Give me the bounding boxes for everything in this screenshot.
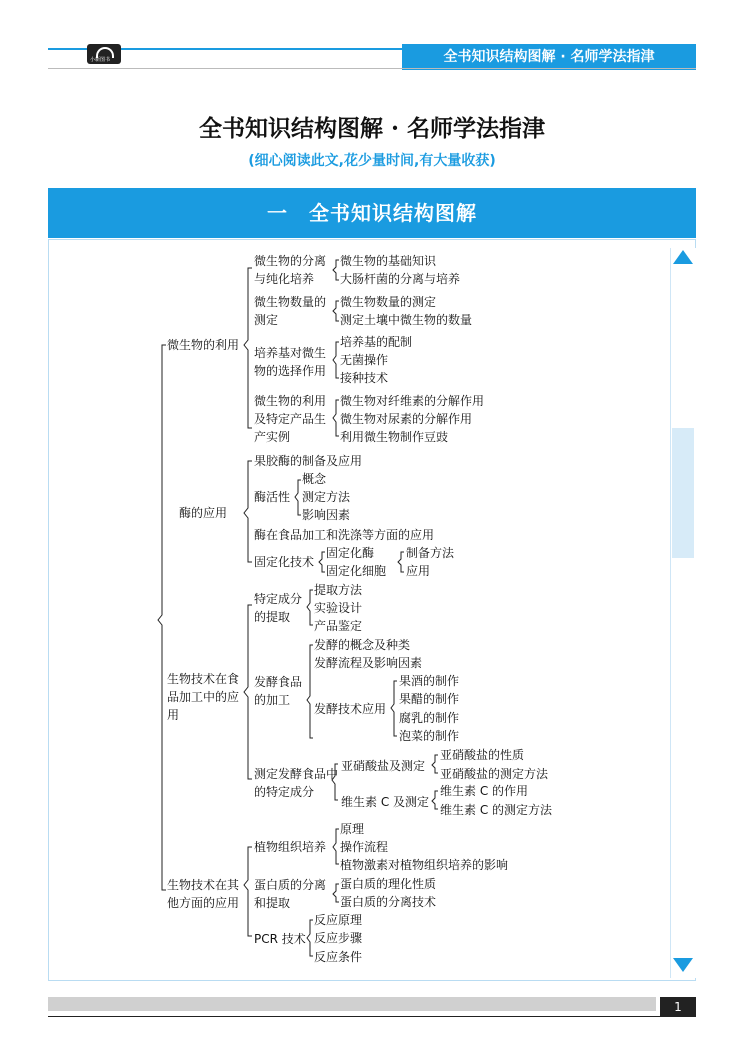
- page-title: 全书知识结构图解 · 名师学法指津: [198, 115, 546, 142]
- leaf: 接种技术: [340, 371, 389, 385]
- brace-root: [158, 345, 166, 890]
- brace-tech: [391, 681, 397, 736]
- leaf: 泡菜的制作: [399, 729, 460, 743]
- leaf: 反应原理: [314, 913, 363, 927]
- leaf: 产品鉴定: [314, 619, 363, 633]
- leaf: 制备方法: [406, 546, 455, 560]
- node-other: 生物技术在其他方面的应用: [167, 878, 240, 910]
- leaf: 测定方法: [302, 490, 351, 504]
- leaf: 植物激素对植物组织培养的影响: [340, 858, 509, 872]
- leaf: 亚硝酸盐的测定方法: [440, 767, 549, 781]
- leaf: 原理: [340, 822, 365, 836]
- leaf: 果醋的制作: [399, 692, 460, 706]
- node-other-plant: 植物组织培养: [254, 840, 327, 854]
- leaf: 固定化细胞: [326, 564, 387, 578]
- brace-nitrite: [432, 755, 438, 773]
- brace-pcr: [307, 920, 313, 956]
- leaf: 培养基的配制: [340, 335, 413, 349]
- leaf: 蛋白质的理化性质: [340, 877, 437, 891]
- logo-caption: 小新图书: [90, 57, 111, 63]
- node-micro: 微生物的利用: [167, 338, 240, 352]
- node-micro-medium: 培养基对微生物的选择作用: [254, 346, 327, 378]
- leaf: 维生素 C 的测定方法: [440, 803, 553, 817]
- brace-activity: [295, 480, 301, 515]
- brace-immob: [319, 552, 325, 572]
- leaf: 大肠杆菌的分离与培养: [340, 272, 461, 286]
- leaf: 微生物数量的测定: [340, 295, 437, 309]
- leaf: 腐乳的制作: [399, 711, 460, 725]
- node-food-extract: 特定成分的提取: [254, 592, 303, 624]
- node-food-ferment: 发酵食品的加工: [254, 675, 303, 707]
- leaf: 维生素 C 的作用: [440, 784, 529, 798]
- leaf: 无菌操作: [340, 353, 389, 367]
- brace-enzyme: [244, 461, 252, 562]
- node-enzyme-pectinase: 果胶酶的制备及应用: [254, 454, 363, 468]
- node-other-pcr: PCR 技术: [254, 932, 306, 946]
- brace-vitc: [432, 791, 438, 809]
- node-micro-sep: 微生物的分离与纯化培养: [254, 254, 327, 286]
- leaf: 概念: [302, 472, 327, 486]
- leaf: 微生物对纤维素的分解作用: [340, 394, 485, 408]
- node-micro-count: 微生物数量的测定: [254, 295, 327, 327]
- leaf: 利用微生物制作豆豉: [340, 430, 449, 444]
- leaf: 蛋白质的分离技术: [340, 895, 437, 909]
- node-nitrite: 亚硝酸盐及测定: [341, 759, 426, 773]
- leaf: 实验设计: [314, 601, 363, 615]
- node-food: 生物技术在食品加工中的应用: [167, 672, 240, 722]
- section-banner: 一 全书知识结构图解: [48, 188, 696, 238]
- node-other-protein: 蛋白质的分离和提取: [254, 878, 327, 910]
- running-header: 全书知识结构图解 · 名师学法指津: [402, 44, 696, 70]
- node-enzyme-immob: 固定化技术: [254, 555, 315, 569]
- node-enzyme-activity: 酶活性: [254, 490, 291, 504]
- leaf: 测定土壤中微生物的数量: [340, 313, 473, 327]
- leaf: 反应步骤: [314, 931, 363, 945]
- node-food-measure: 测定发酵食品中的特定成分: [254, 767, 339, 799]
- page-number: 1: [660, 997, 696, 1017]
- node-enzyme-food: 酶在食品加工和洗涤等方面的应用: [254, 528, 435, 542]
- leaf: 亚硝酸盐的性质: [440, 748, 525, 762]
- leaf: 微生物的基础知识: [340, 254, 437, 268]
- node-micro-use: 微生物的利用及特定产品生产实例: [254, 394, 327, 444]
- leaf: 操作流程: [340, 840, 389, 854]
- brace-micro: [244, 268, 252, 428]
- leaf: 微生物对尿素的分解作用: [340, 412, 473, 426]
- leaf: 发酵的概念及种类: [314, 638, 411, 652]
- leaf: 应用: [406, 564, 431, 578]
- leaf: 果酒的制作: [399, 674, 460, 688]
- node-ferment-tech: 发酵技术应用: [314, 702, 387, 716]
- leaf: 提取方法: [314, 583, 363, 597]
- node-enzyme: 酶的应用: [179, 506, 228, 520]
- leaf: 固定化酶: [326, 546, 375, 560]
- leaf: 影响因素: [302, 508, 351, 522]
- node-vitc: 维生素 C 及测定: [341, 795, 430, 809]
- page-subtitle: (细心阅读此文,花少量时间,有大量收获): [248, 153, 496, 169]
- leaf: 发酵流程及影响因素: [314, 656, 423, 670]
- leaf: 反应条件: [314, 950, 363, 964]
- footer-rule: [48, 1016, 696, 1017]
- brace-plant: [333, 829, 339, 864]
- footer-bar: [48, 997, 656, 1011]
- brace-immob-sub: [398, 552, 404, 572]
